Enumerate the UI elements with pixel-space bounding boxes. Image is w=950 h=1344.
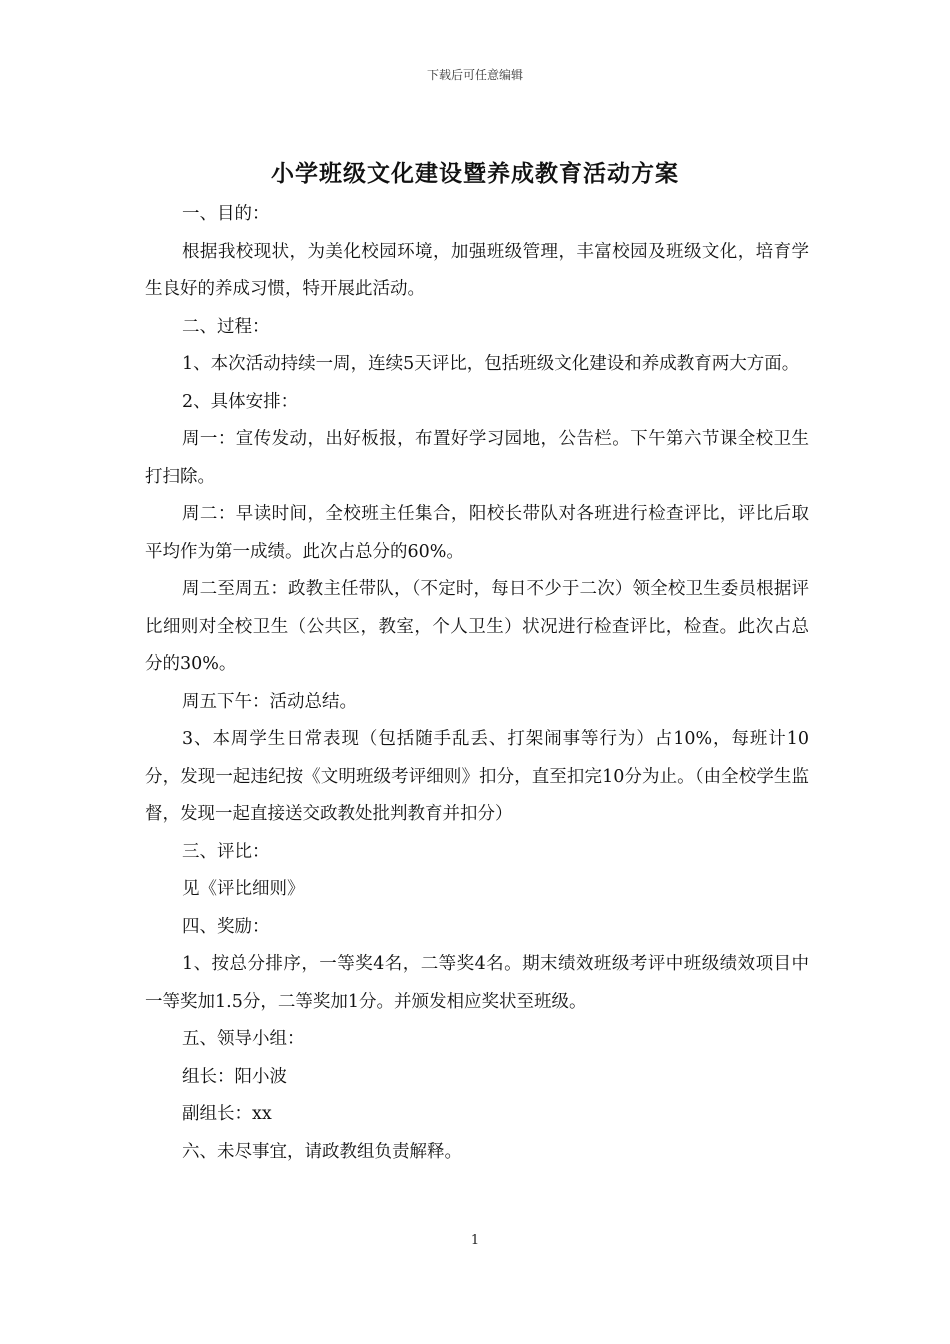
section-heading-evaluation: 三、评比： xyxy=(182,841,270,862)
section-heading-purpose: 一、目的： xyxy=(182,204,270,224)
paragraph-process-2: 2、具体安排： xyxy=(182,391,299,412)
paragraph-purpose: 根据我校现状，为美化校园环境，加强班级管理，丰富校园及班级文化，培育学生良好的养成习惯，特开展此活动。 xyxy=(145,241,809,299)
paragraph-monday: 周一：宣传发动，出好板报，布置好学习园地，公告栏。下午第六节课全校卫生打扫除。 xyxy=(145,429,809,487)
section-heading-process: 二、过程： xyxy=(182,316,270,337)
paragraph-group-leader: 组长：阳小波 xyxy=(182,1066,287,1087)
page-header-note: 下载后可任意编辑 xyxy=(426,68,523,82)
paragraph-process-1: 1、本次活动持续一周，连续5天评比，包括班级文化建设和养成教育两大方面。 xyxy=(182,354,800,374)
document-title: 小学班级文化建设暨养成教育活动方案 xyxy=(271,160,679,187)
paragraph-tuesday-to-friday: 周二至周五：政教主任带队，（不定时，每日不少于二次）领全校卫生委员根据评比细则对全校卫生（公共区，教室，个人卫生）状况进行检查评比，检查。此次占总分的30%。 xyxy=(145,579,809,674)
paragraph-awards: 1、按总分排序，一等奖4名，二等奖4名。期末绩效班级考评中班级绩效项目中一等奖加1.5分，二等奖加1分。并颁发相应奖状至班级。 xyxy=(145,954,809,1012)
paragraph-evaluation: 见《评比细则》 xyxy=(182,879,305,899)
paragraph-process-3: 3、本周学生日常表现（包括随手乱丢、打架闹事等行为）占10%，每班计10分，发现一起违纪按《文明班级考评细则》扣分，直至扣完10分为止。（由全校学生监督，发现一起直接送交政教处批判教育并扣分） xyxy=(145,729,809,824)
section-heading-misc: 六、未尽事宜，请政教组负责解释。 xyxy=(182,1141,462,1162)
section-heading-leadership: 五、领导小组： xyxy=(182,1029,305,1049)
paragraph-deputy-leader: 副组长：xx xyxy=(182,1104,272,1124)
paragraph-tuesday: 周二：早读时间，全校班主任集合，阳校长带队对各班进行检查评比，评比后取平均作为第一成绩。此次占总分的60%。 xyxy=(145,504,809,562)
section-heading-awards: 四、奖励： xyxy=(182,916,270,937)
document-body xyxy=(145,196,809,1171)
paragraph-friday-afternoon: 周五下午：活动总结。 xyxy=(182,691,357,712)
page-number: 1 xyxy=(470,1233,480,1248)
